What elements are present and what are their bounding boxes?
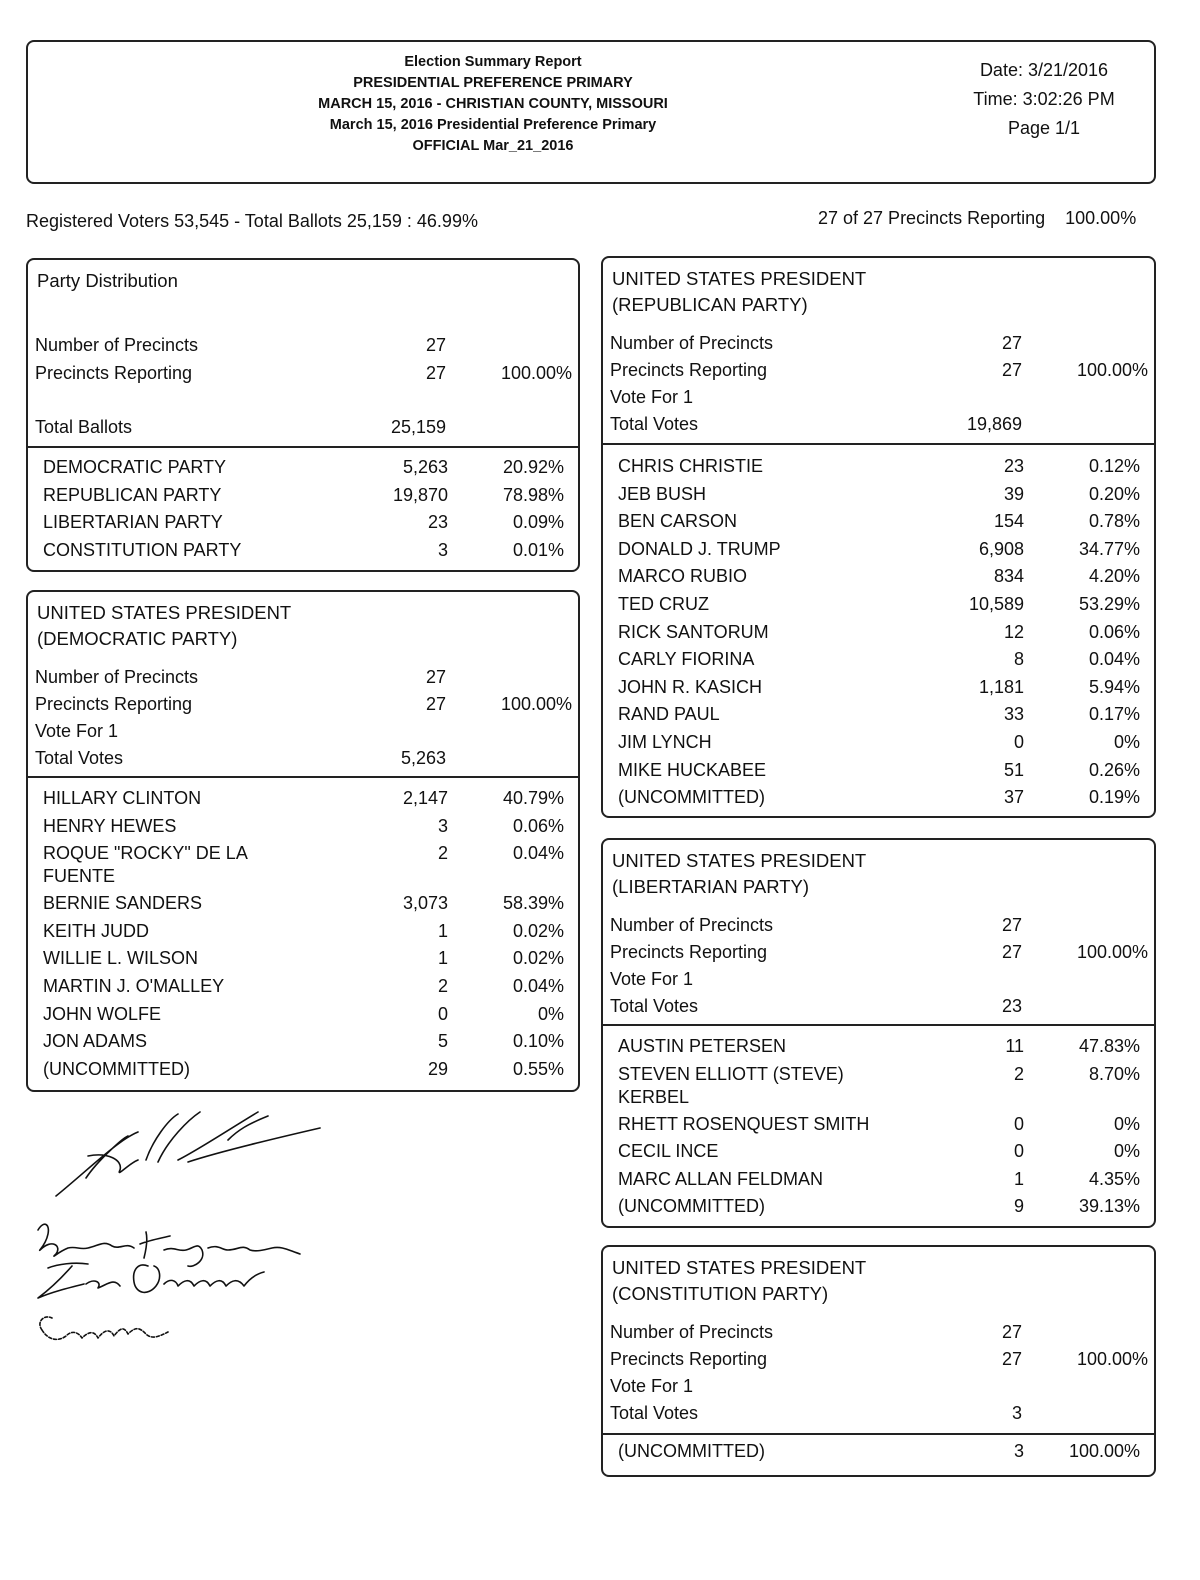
stat-row-value: 27 xyxy=(1001,333,1022,353)
candidate-row-label: JOHN WOLFE xyxy=(43,1003,162,1024)
candidate-row xyxy=(603,784,1154,811)
box-title xyxy=(612,1255,866,1307)
candidate-row-pct: 8.70% xyxy=(1088,1063,1140,1084)
candidate-row-value: 1,181 xyxy=(978,676,1024,697)
candidate-row-label: (UNCOMMITTED) xyxy=(618,1441,765,1461)
candidate-row-label: AUSTIN PETERSEN xyxy=(618,1036,787,1056)
candidate-row-value: 37 xyxy=(1003,787,1024,808)
registered-voters-summary: Registered Voters 53,545 - Total Ballots 25,159 : 46.99% xyxy=(26,211,478,231)
candidate-row-value: 39 xyxy=(1003,483,1024,504)
candidate-row-pct: 4.35% xyxy=(1088,1168,1140,1189)
candidate-row-pct: 53.29% xyxy=(1078,594,1140,614)
stat-row-label: Vote For 1 xyxy=(610,387,694,407)
candidate-row-pct: 39.13% xyxy=(1078,1196,1140,1217)
box-title-line: (DEMOCRATIC PARTY) xyxy=(37,628,238,649)
candidate-row-value: 19,870 xyxy=(392,484,448,505)
stat-row xyxy=(28,360,578,387)
candidate-row-value: 3 xyxy=(1013,1441,1024,1461)
candidate-row-pct: 47.83% xyxy=(1078,1036,1140,1056)
candidate-row xyxy=(28,454,578,481)
candidate-row xyxy=(603,591,1154,618)
stat-row xyxy=(28,691,578,718)
candidate-row-pct: 0.10% xyxy=(512,1031,564,1052)
democratic-box xyxy=(26,590,580,1092)
report-subtitle-line: OFFICIAL Mar_21_2016 xyxy=(412,138,574,154)
stat-row-label: Total Votes xyxy=(610,1403,699,1423)
stat-row-value: 19,869 xyxy=(966,414,1022,434)
candidate-row xyxy=(603,619,1154,646)
candidate-row-pct: 0.20% xyxy=(1088,483,1140,504)
candidate-row-value: 51 xyxy=(1003,759,1024,780)
candidate-row-label: TED CRUZ xyxy=(618,594,709,614)
candidate-row-label: MIKE HUCKABEE xyxy=(618,759,767,780)
stat-row-label: Number of Precincts xyxy=(35,667,199,687)
candidate-row-value: 12 xyxy=(1003,621,1024,642)
stat-row-value: 27 xyxy=(1001,1322,1022,1342)
candidate-row-label: LIBERTARIAN PARTY xyxy=(43,512,223,533)
stat-row-label: Total Votes xyxy=(35,748,124,768)
candidate-row xyxy=(28,1056,578,1083)
candidate-row-label: HILLARY CLINTON xyxy=(43,788,202,808)
stat-value: 27 xyxy=(425,363,446,383)
signatures xyxy=(28,1100,348,1370)
stat-row-label: Precincts Reporting xyxy=(35,694,193,714)
candidate-row-label: RICK SANTORUM xyxy=(618,621,769,642)
candidate-row-label: (UNCOMMITTED) xyxy=(43,1058,190,1079)
candidate-row-value: 5,263 xyxy=(402,457,448,477)
stat-row-value: 27 xyxy=(1001,942,1022,962)
report-subtitle-line: PRESIDENTIAL PREFERENCE PRIMARY xyxy=(353,75,633,91)
report-header xyxy=(26,40,1156,184)
stat-pct: 100.00% xyxy=(500,363,572,383)
candidate-row-pct: 0% xyxy=(537,1003,564,1024)
candidate-row-value: 2 xyxy=(1013,1063,1024,1084)
candidate-row-pct: 100.00% xyxy=(1068,1441,1140,1461)
candidate-row-pct: 0.09% xyxy=(512,512,564,533)
candidate-row xyxy=(603,563,1154,590)
stat-row xyxy=(603,993,1154,1020)
candidate-row-label: JEB BUSH xyxy=(618,483,707,504)
candidate-row xyxy=(603,536,1154,563)
signature-3 xyxy=(38,1263,264,1298)
report-time: Time: 3:02:26 PM xyxy=(973,89,1115,109)
stat-row xyxy=(603,330,1154,357)
candidate-row-label: HENRY HEWES xyxy=(43,815,177,836)
candidate-row-value: 29 xyxy=(427,1058,448,1079)
stat-row-value: 23 xyxy=(1001,996,1022,1016)
stat-value: 27 xyxy=(425,335,446,355)
candidate-row-value: 2 xyxy=(437,976,448,996)
candidate-row-pct: 0.01% xyxy=(512,539,564,560)
candidate-row-label: RAND PAUL xyxy=(618,704,720,725)
stat-row xyxy=(603,384,1154,411)
candidate-row xyxy=(603,1193,1154,1220)
candidate-row-pct: 0.17% xyxy=(1088,704,1140,725)
stat-row-label: Vote For 1 xyxy=(610,969,694,989)
candidate-row-label: STEVEN ELLIOTT (STEVE) xyxy=(618,1063,844,1084)
candidate-row-value: 2 xyxy=(437,843,448,864)
candidate-row-value: 2,147 xyxy=(402,788,448,808)
box-title-line: (REPUBLICAN PARTY) xyxy=(612,294,808,315)
candidate-row-value: 1 xyxy=(437,920,448,941)
box-title-line: UNITED STATES PRESIDENT xyxy=(37,602,292,623)
candidate-row-label: RHETT ROSENQUEST SMITH xyxy=(618,1113,870,1134)
candidate-row xyxy=(28,537,578,564)
stat-row-label: Total Votes xyxy=(610,414,699,434)
report-title-block xyxy=(248,52,738,157)
candidate-row-label: JOHN R. KASICH xyxy=(618,676,763,697)
candidate-row-value: 3,073 xyxy=(402,893,448,914)
candidate-row-label: JIM LYNCH xyxy=(618,732,712,752)
candidate-row xyxy=(28,785,578,812)
stat-row xyxy=(603,1400,1154,1427)
stat-row-pct: 100.00% xyxy=(1076,360,1148,380)
stat-row-label: Total Votes xyxy=(610,996,699,1016)
stat-row-label: Vote For 1 xyxy=(35,721,119,741)
candidate-row xyxy=(603,508,1154,535)
party-distribution-box xyxy=(26,258,580,572)
candidate-row xyxy=(603,1438,1154,1465)
stat-row-label: Number of Precincts xyxy=(610,333,774,353)
stat-row-pct: 100.00% xyxy=(1076,1349,1148,1369)
stat-row-label: Precincts Reporting xyxy=(610,942,768,962)
candidate-row xyxy=(28,918,578,945)
stat-row-label: Number of Precincts xyxy=(610,1322,774,1342)
stat-row xyxy=(28,664,578,691)
candidate-row-label: JON ADAMS xyxy=(43,1031,148,1052)
report-subtitle-line: March 15, 2016 Presidential Preference Primary xyxy=(329,117,657,133)
box-title-line: UNITED STATES PRESIDENT xyxy=(612,1257,867,1278)
constitution-box xyxy=(601,1245,1156,1477)
candidate-row-label: CECIL INCE xyxy=(618,1141,719,1162)
candidate-row xyxy=(603,1111,1154,1138)
candidate-row-pct: 0.12% xyxy=(1088,456,1140,476)
stat-row xyxy=(28,745,578,772)
divider xyxy=(603,1433,1154,1435)
candidate-row xyxy=(603,674,1154,701)
box-title-line: UNITED STATES PRESIDENT xyxy=(612,268,867,289)
candidate-row xyxy=(603,701,1154,728)
candidate-row-label: FUENTE xyxy=(43,866,115,887)
stat-row xyxy=(603,1346,1154,1373)
candidate-row-value: 3 xyxy=(437,815,448,836)
candidate-row xyxy=(603,757,1154,784)
divider xyxy=(28,776,578,778)
candidate-row-value: 154 xyxy=(993,511,1024,532)
candidate-row-label: CARLY FIORINA xyxy=(618,649,755,670)
divider xyxy=(603,1024,1154,1026)
divider xyxy=(28,446,578,448)
stat-row xyxy=(603,357,1154,384)
candidate-row-label: MARCO RUBIO xyxy=(618,566,748,587)
candidate-row-continued xyxy=(603,1084,1154,1111)
candidate-row-value: 0 xyxy=(437,1003,448,1024)
candidate-row xyxy=(28,482,578,509)
report-title: Election Summary Report xyxy=(404,54,582,70)
candidate-row-pct: 78.98% xyxy=(502,484,564,505)
candidate-row-value: 0 xyxy=(1013,732,1024,752)
box-title-line: UNITED STATES PRESIDENT xyxy=(612,850,867,871)
candidate-row xyxy=(603,646,1154,673)
candidate-row-pct: 0% xyxy=(1113,1141,1140,1162)
candidate-row-value: 6,908 xyxy=(978,538,1024,559)
candidate-row-pct: 0.02% xyxy=(512,920,564,941)
candidate-row-pct: 0.78% xyxy=(1088,511,1140,532)
candidate-row-value: 0 xyxy=(1013,1113,1024,1134)
candidate-row-value: 9 xyxy=(1013,1196,1024,1217)
stat-row xyxy=(28,718,578,745)
candidate-row-pct: 0% xyxy=(1113,732,1140,752)
candidate-row xyxy=(28,945,578,972)
candidate-row-value: 23 xyxy=(1003,456,1024,476)
box-title: Party Distribution xyxy=(37,270,178,291)
candidate-row-pct: 40.79% xyxy=(502,788,564,808)
stat-row xyxy=(28,332,578,359)
candidate-row-pct: 0.55% xyxy=(512,1058,564,1079)
candidate-row-label: (UNCOMMITTED) xyxy=(618,787,765,808)
candidate-row-pct: 58.39% xyxy=(502,893,564,914)
republican-box xyxy=(601,256,1156,818)
candidate-row-pct: 34.77% xyxy=(1078,538,1140,559)
candidate-row xyxy=(603,1138,1154,1165)
candidate-row xyxy=(603,1166,1154,1193)
candidate-row-value: 11 xyxy=(1005,1036,1024,1056)
stat-row xyxy=(603,912,1154,939)
precincts-reporting-summary xyxy=(818,208,1136,229)
precincts-reporting-pct: 100.00% xyxy=(1065,208,1137,228)
candidate-row-label: CHRIS CHRISTIE xyxy=(618,456,764,476)
box-title xyxy=(37,600,291,652)
box-title xyxy=(612,848,866,900)
candidate-row-label: DONALD J. TRUMP xyxy=(618,538,781,559)
candidate-row-label: DEMOCRATIC PARTY xyxy=(43,457,227,477)
candidate-row-label: CONSTITUTION PARTY xyxy=(43,539,242,560)
candidate-row-value: 834 xyxy=(993,566,1024,587)
candidate-row-value: 33 xyxy=(1003,704,1024,725)
candidate-row-pct: 0.04% xyxy=(512,976,564,996)
candidate-row-label: MARC ALLAN FELDMAN xyxy=(618,1168,824,1189)
candidate-row-pct: 0.19% xyxy=(1088,787,1140,808)
stat-row-value: 27 xyxy=(1001,360,1022,380)
report-meta xyxy=(944,56,1144,143)
stat-label: Total Ballots xyxy=(35,417,133,437)
candidate-row-label: BEN CARSON xyxy=(618,511,738,532)
candidate-row-label: REPUBLICAN PARTY xyxy=(43,484,222,505)
report-page: Page 1/1 xyxy=(1007,118,1081,138)
candidate-row-label: BERNIE SANDERS xyxy=(43,893,203,914)
candidate-row-label: MARTIN J. O'MALLEY xyxy=(43,976,225,996)
candidate-row xyxy=(603,729,1154,756)
candidate-row-value: 3 xyxy=(437,539,448,560)
stat-row-pct: 100.00% xyxy=(1076,942,1148,962)
candidate-row-value: 5 xyxy=(437,1031,448,1052)
stat-row-label: Vote For 1 xyxy=(610,1376,694,1396)
candidate-row-pct: 0.02% xyxy=(512,948,564,969)
box-title-line: (LIBERTARIAN PARTY) xyxy=(612,876,810,897)
candidate-row-label: KEITH JUDD xyxy=(43,920,150,941)
candidate-row xyxy=(28,890,578,917)
stat-label: Precincts Reporting xyxy=(35,363,193,383)
box-title-line: (CONSTITUTION PARTY) xyxy=(612,1283,829,1304)
candidate-row-value: 1 xyxy=(1013,1168,1024,1189)
stat-row-value: 5,263 xyxy=(400,748,446,768)
candidate-row-label: (UNCOMMITTED) xyxy=(618,1196,765,1217)
stat-row xyxy=(603,411,1154,438)
stat-row-label: Precincts Reporting xyxy=(610,360,768,380)
stat-row-value: 27 xyxy=(1001,915,1022,935)
box-title xyxy=(612,266,866,318)
stat-row xyxy=(603,966,1154,993)
candidate-row-pct: 0.26% xyxy=(1088,759,1140,780)
candidate-row-value: 0 xyxy=(1013,1141,1024,1162)
stat-row-label: Number of Precincts xyxy=(610,915,774,935)
stat-row xyxy=(603,939,1154,966)
candidate-row-value: 8 xyxy=(1013,649,1024,670)
stat-label: Number of Precincts xyxy=(35,335,199,355)
libertarian-box xyxy=(601,838,1156,1228)
candidate-row xyxy=(28,1001,578,1028)
candidate-row-value: 1 xyxy=(437,948,448,969)
signature-4 xyxy=(40,1317,168,1339)
precincts-reporting-text: 27 of 27 Precincts Reporting xyxy=(818,208,1046,228)
report-date: Date: 3/21/2016 xyxy=(979,60,1109,80)
divider xyxy=(603,443,1154,445)
signature-1 xyxy=(56,1112,320,1196)
stat-row xyxy=(603,1373,1154,1400)
candidate-row xyxy=(603,481,1154,508)
stat-row-value: 3 xyxy=(1011,1403,1022,1423)
stat-row xyxy=(603,1319,1154,1346)
stat-row-value: 27 xyxy=(1001,1349,1022,1369)
candidate-row-pct: 0.04% xyxy=(512,843,564,864)
report-subtitle-line: MARCH 15, 2016 - CHRISTIAN COUNTY, MISSOURI xyxy=(318,96,668,112)
candidate-row-pct: 5.94% xyxy=(1088,676,1140,697)
candidate-row xyxy=(28,973,578,1000)
candidate-row-label: KERBEL xyxy=(618,1086,690,1107)
stat-row-value: 27 xyxy=(425,667,446,687)
stat-row-label: Precincts Reporting xyxy=(610,1349,768,1369)
signature-2 xyxy=(38,1224,300,1266)
candidate-row xyxy=(603,1033,1154,1060)
candidate-row-pct: 0.04% xyxy=(1088,649,1140,670)
candidate-row-label: ROQUE "ROCKY" DE LA xyxy=(43,843,248,864)
stat-row xyxy=(28,414,578,441)
stat-row-pct: 100.00% xyxy=(500,694,572,714)
stat-row-value: 27 xyxy=(425,694,446,714)
candidate-row-value: 23 xyxy=(427,512,448,533)
candidate-row xyxy=(28,509,578,536)
candidate-row xyxy=(28,813,578,840)
candidate-row xyxy=(28,1028,578,1055)
candidate-row-label: WILLIE L. WILSON xyxy=(43,948,199,969)
candidate-row-continued xyxy=(28,863,578,890)
candidate-row-pct: 4.20% xyxy=(1088,566,1140,587)
candidate-row-pct: 0.06% xyxy=(1088,621,1140,642)
candidate-row xyxy=(603,453,1154,480)
candidate-row-pct: 0.06% xyxy=(512,815,564,836)
candidate-row-value: 10,589 xyxy=(968,594,1024,614)
candidate-row-pct: 20.92% xyxy=(502,457,564,477)
stat-value: 25,159 xyxy=(390,417,446,437)
candidate-row-pct: 0% xyxy=(1113,1113,1140,1134)
